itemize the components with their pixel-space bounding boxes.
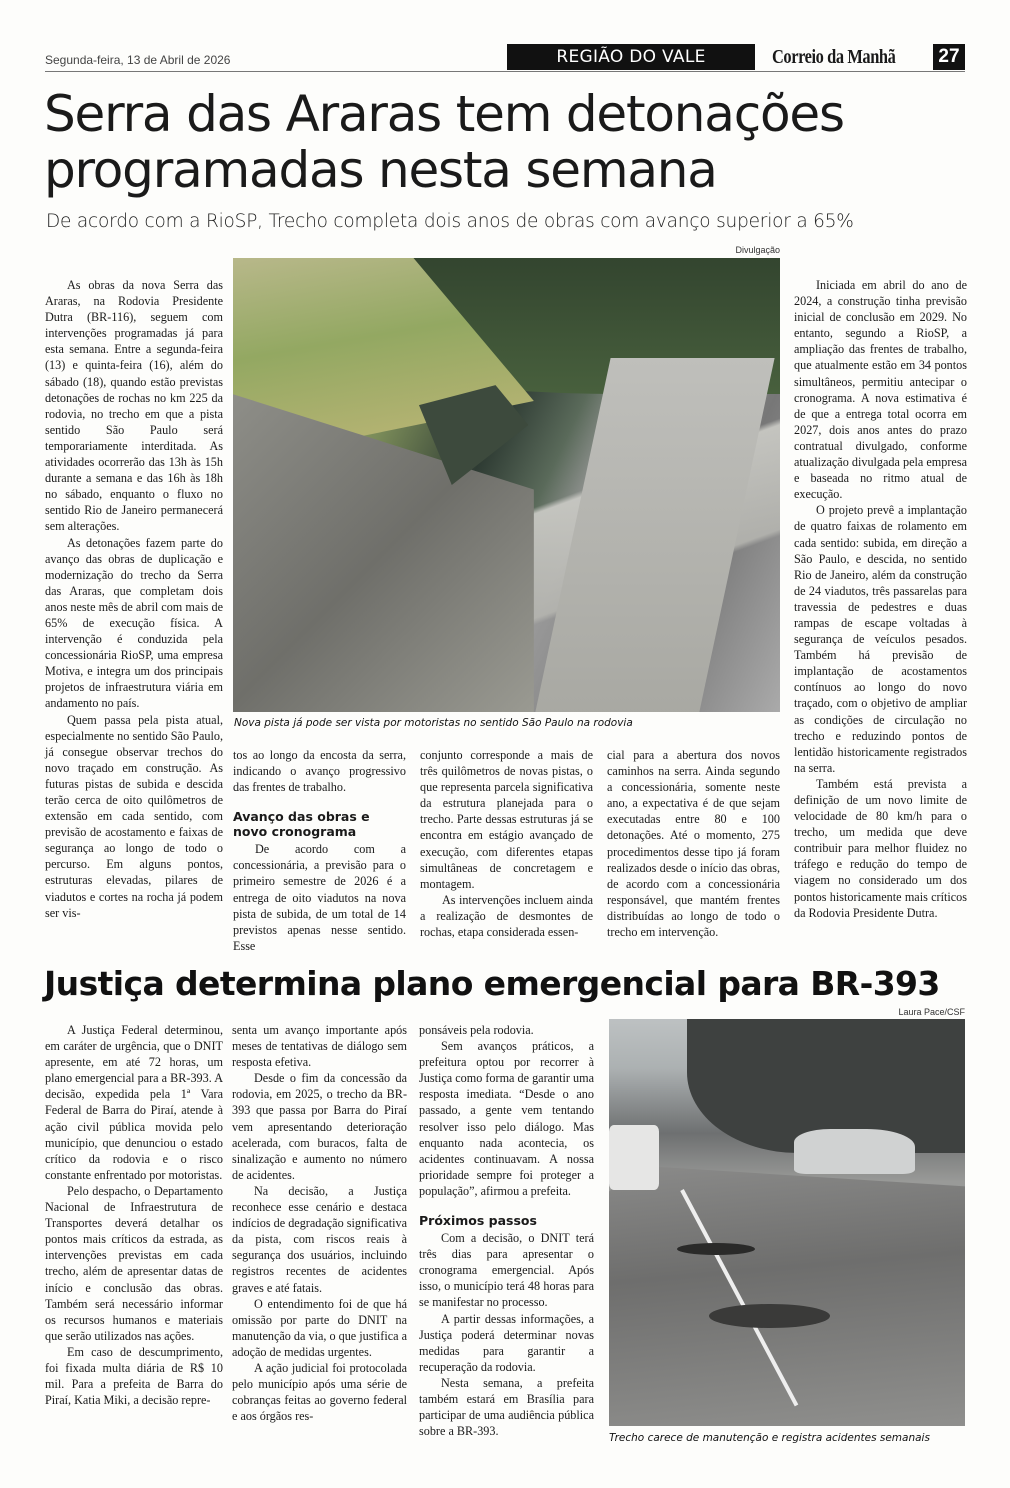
photo-parked-car — [794, 1129, 915, 1174]
article-column-3 — [420, 747, 593, 940]
paragraph: Pelo despacho, o Departamento Nacional de Infraestrutura de Transportes deverá detalhar os pontos mais críticos da estrada, as intervenções previstas em cada trecho, além de apresentar datas de início e conclusão das obras. Também será necessário informar os recursos humanos e materiais que serão utilizados nas ações. — [45, 1183, 223, 1343]
paragraph: Desde o fim da concessão da rodovia, em 2025, o trecho da BR-393 que passa por Barra do Piraí vem apresentando deterioração acelerada, com buracos, falta de sinalização e aumento no número de acidentes. — [232, 1071, 407, 1182]
paragraph: Com a decisão, o DNIT terá três dias para apresentar o cronograma emergencial. Após isso, o município terá 48 horas para se manifestar no processo. — [419, 1231, 594, 1310]
paragraph: O entendimento foi de que há omissão por parte do DNIT na manutenção da via, o que justifica a adoção de medidas urgentes. — [232, 1296, 407, 1359]
paragraph: Quem passa pela pista atual, especialmente no sentido São Paulo, já consegue observar trechos do novo traçado em construção. As futuras pistas de subida e descida terão cerca de oito quilômetros de extensão em cada sentido, com previsão de acostamento e faixas de segurança ao longo de todo o percurso. Em alguns pontos, estruturas elevadas, pilares de viadutos e cortes na rocha já podem ser vis- — [45, 712, 223, 920]
page-header — [45, 44, 965, 72]
article-column-4 — [607, 747, 780, 940]
paragraph: tos ao longo da encosta da serra, indicando o avanço progressivo das frentes de trabalho. — [233, 748, 406, 795]
paragraph: De acordo com a concessionária, a previsão para o primeiro semestre de 2026 é a entrega de oito viadutos na nova pista de subida, de um total de 14 previstos apenas nesse sentido. Esse — [233, 842, 406, 953]
paragraph: A Justiça Federal determinou, em caráter de urgência, que o DNIT apresente, em até 72 horas, um plano emergencial para a BR-393. A decisão, expedida pela 1ª Vara Federal de Barra do Piraí, atende à ação civil pública movida pelo município, que denunciou o estado crítico da rodovia e o risco constante enfrentado por motoristas. — [45, 1023, 223, 1182]
photo-caption: Nova pista já pode ser vista por motoristas no sentido São Paulo na rodovia — [234, 717, 633, 729]
article-column-5 — [794, 277, 967, 921]
damaged-road-photo — [609, 1019, 965, 1426]
paragraph: Em caso de descumprimento, foi fixada multa diária de R$ 10 mil. Para a prefeita de Barra do Piraí, Katia Miki, a decisão repre- — [45, 1344, 223, 1408]
page-number: 27 — [933, 44, 965, 70]
paragraph: Sem avanços práticos, a prefeitura optou por recorrer à Justiça como forma de garantir uma resposta imediata. “Desde o ano passado, a gente vem tentando resolver isso pelo diálogo. Mas enquanto nada acontecia, os acidentes continuavam. A nossa prioridade sempre foi proteger a população”, afirmou a prefeita. — [419, 1039, 594, 1198]
paragraph: A ação judicial foi protocolada pelo município após uma série de cobranças feitas ao governo federal e aos órgãos res- — [232, 1360, 407, 1424]
paragraph: As detonações fazem parte do avanço das obras de duplicação e modernização do trecho da Serra das Araras, que completam dois anos neste mês de abril com mais de 65% de execução física. A intervenção é conduzida pela concessionária RioSP, uma empresa Motiva, e integra um dos principais projetos de infraestrutura viária em andamento no país. — [45, 535, 223, 711]
article-column-2 — [232, 1022, 407, 1424]
section-label: REGIÃO DO VALE — [507, 44, 755, 70]
paragraph: As obras da nova Serra das Araras, na Rodovia Presidente Dutra (BR-116), seguem com intervenções programadas já para esta semana. Entre a segunda-feira (13) e quinta-feira (16), além do sábado (18), quando estão previstas detonações de rochas no km 225 da rodovia, no trecho em que a pista sentido São Paulo será temporariamente interditada. As atividades ocorrerão das 13h às 15h durante a semana e das 16h às 18h no sábado, enquanto o fluxo no sentido Rio de Janeiro permanecerá sem alterações. — [45, 278, 223, 534]
photo-pothole — [677, 1243, 755, 1255]
newspaper-logo: Correio da Manhã — [772, 46, 896, 68]
paragraph: Iniciada em abril do ano de 2024, a construção tinha previsão inicial de conclusão em 2029. No entanto, segundo a RioSP, a ampliação das frentes de trabalho, que atualmente estão em 34 pontos simultâneos, permitiu antecipar o cronograma. A nova estimativa é de que a entrega total ocorra em 2027, dois anos antes do prazo contratual divulgado, conforme atualização divulgada pela empresa e baseada no ritmo atual de execução. — [794, 278, 967, 502]
paragraph: senta um avanço importante após meses de tentativas de diálogo sem resposta efetiva. — [232, 1023, 407, 1070]
photo-new-road — [534, 358, 775, 712]
article-column-3 — [419, 1022, 594, 1439]
paragraph: A partir dessas informações, a Justiça poderá determinar novas medidas para garantir a recuperação da rodovia. — [419, 1311, 594, 1374]
paragraph: Na decisão, a Justiça reconhece esse cenário e destaca indícios de degradação significativa da pista, com riscos reais à segurança dos usuários, incluindo registros recentes de acidentes graves e até fatais. — [232, 1183, 407, 1295]
paragraph: ponsáveis pela rodovia. — [419, 1023, 534, 1037]
paragraph: cial para a abertura dos novos caminhos na serra. Ainda segundo a concessionária, somente neste ano, a expectativa é de que sejam executadas entre 80 e 100 detonações. Até o momento, 275 procedimentos desse tipo já foram realizados desde o início das obras, de acordo com a concessionária responsável, que mantém frentes distribuídas ao longo de todo o trecho em intervenção. — [607, 748, 780, 940]
section-subheading: Avanço das obras e novo cronograma — [233, 809, 370, 840]
photo-pothole — [709, 1304, 830, 1328]
article-column-1 — [45, 1022, 223, 1408]
photo-white-car — [609, 1125, 659, 1190]
paragraph: Nesta semana, a prefeita também estará em Brasília para participar de uma audiência pública sobre a BR-393. — [419, 1375, 594, 1439]
article-column-1 — [45, 277, 223, 921]
paragraph: Também está prevista a definição de um novo limite de velocidade de 80 km/h para o trecho, um medida que deve contribuir para melhor fluidez no tráfego e redução do tempo de viagem no considerado um dos pontos historicamente mais críticos da Rodovia Presidente Dutra. — [794, 776, 967, 920]
article-headline: Serra das Araras tem detonações programadas nesta semana — [44, 85, 844, 199]
photo-credit: Laura Pace/CSF — [898, 1007, 965, 1017]
construction-aerial-photo — [233, 258, 780, 712]
issue-date: Segunda-feira, 13 de Abril de 2026 — [45, 53, 231, 67]
article-subheadline: De acordo com a RioSP, Trecho completa dois anos de obras com avanço superior a 65% — [46, 211, 854, 232]
paragraph: conjunto corresponde a mais de três quilômetros de novas pistas, o que representa parcela significativa da estrutura planejada para o trecho. Parte dessas estruturas já se encontra em estágio avançado de execução, com diferentes etapas simultâneas de concretagem e montagem. — [420, 748, 593, 891]
paragraph: As intervenções incluem ainda a realização de desmontes de rochas, etapa considerada essen- — [420, 892, 593, 940]
photo-credit: Divulgação — [735, 245, 780, 255]
paragraph: O projeto prevê a implantação de quatro faixas de rolamento em cada sentido: subida, em direção a São Paulo, e descida, no sentido Rio de Janeiro, além da construção de 24 viadutos, três passarelas para travessia de pedestres e duas rampas de escape voltadas à segurança de veículos pesados. Também há previsão de implantação de acostamentos contínuos ao longo do novo traçado, com o objetivo de ampliar as condições de circulação no trecho e reduzindo pontos de lentidão historicamente registrados na serra. — [794, 503, 967, 775]
article-column-2 — [233, 747, 406, 954]
photo-caption: Trecho carece de manutenção e registra acidentes semanais — [609, 1432, 930, 1444]
section-subheading: Próximos passos — [419, 1213, 537, 1229]
article-headline: Justiça determina plano emergencial para BR-393 — [44, 964, 940, 1003]
